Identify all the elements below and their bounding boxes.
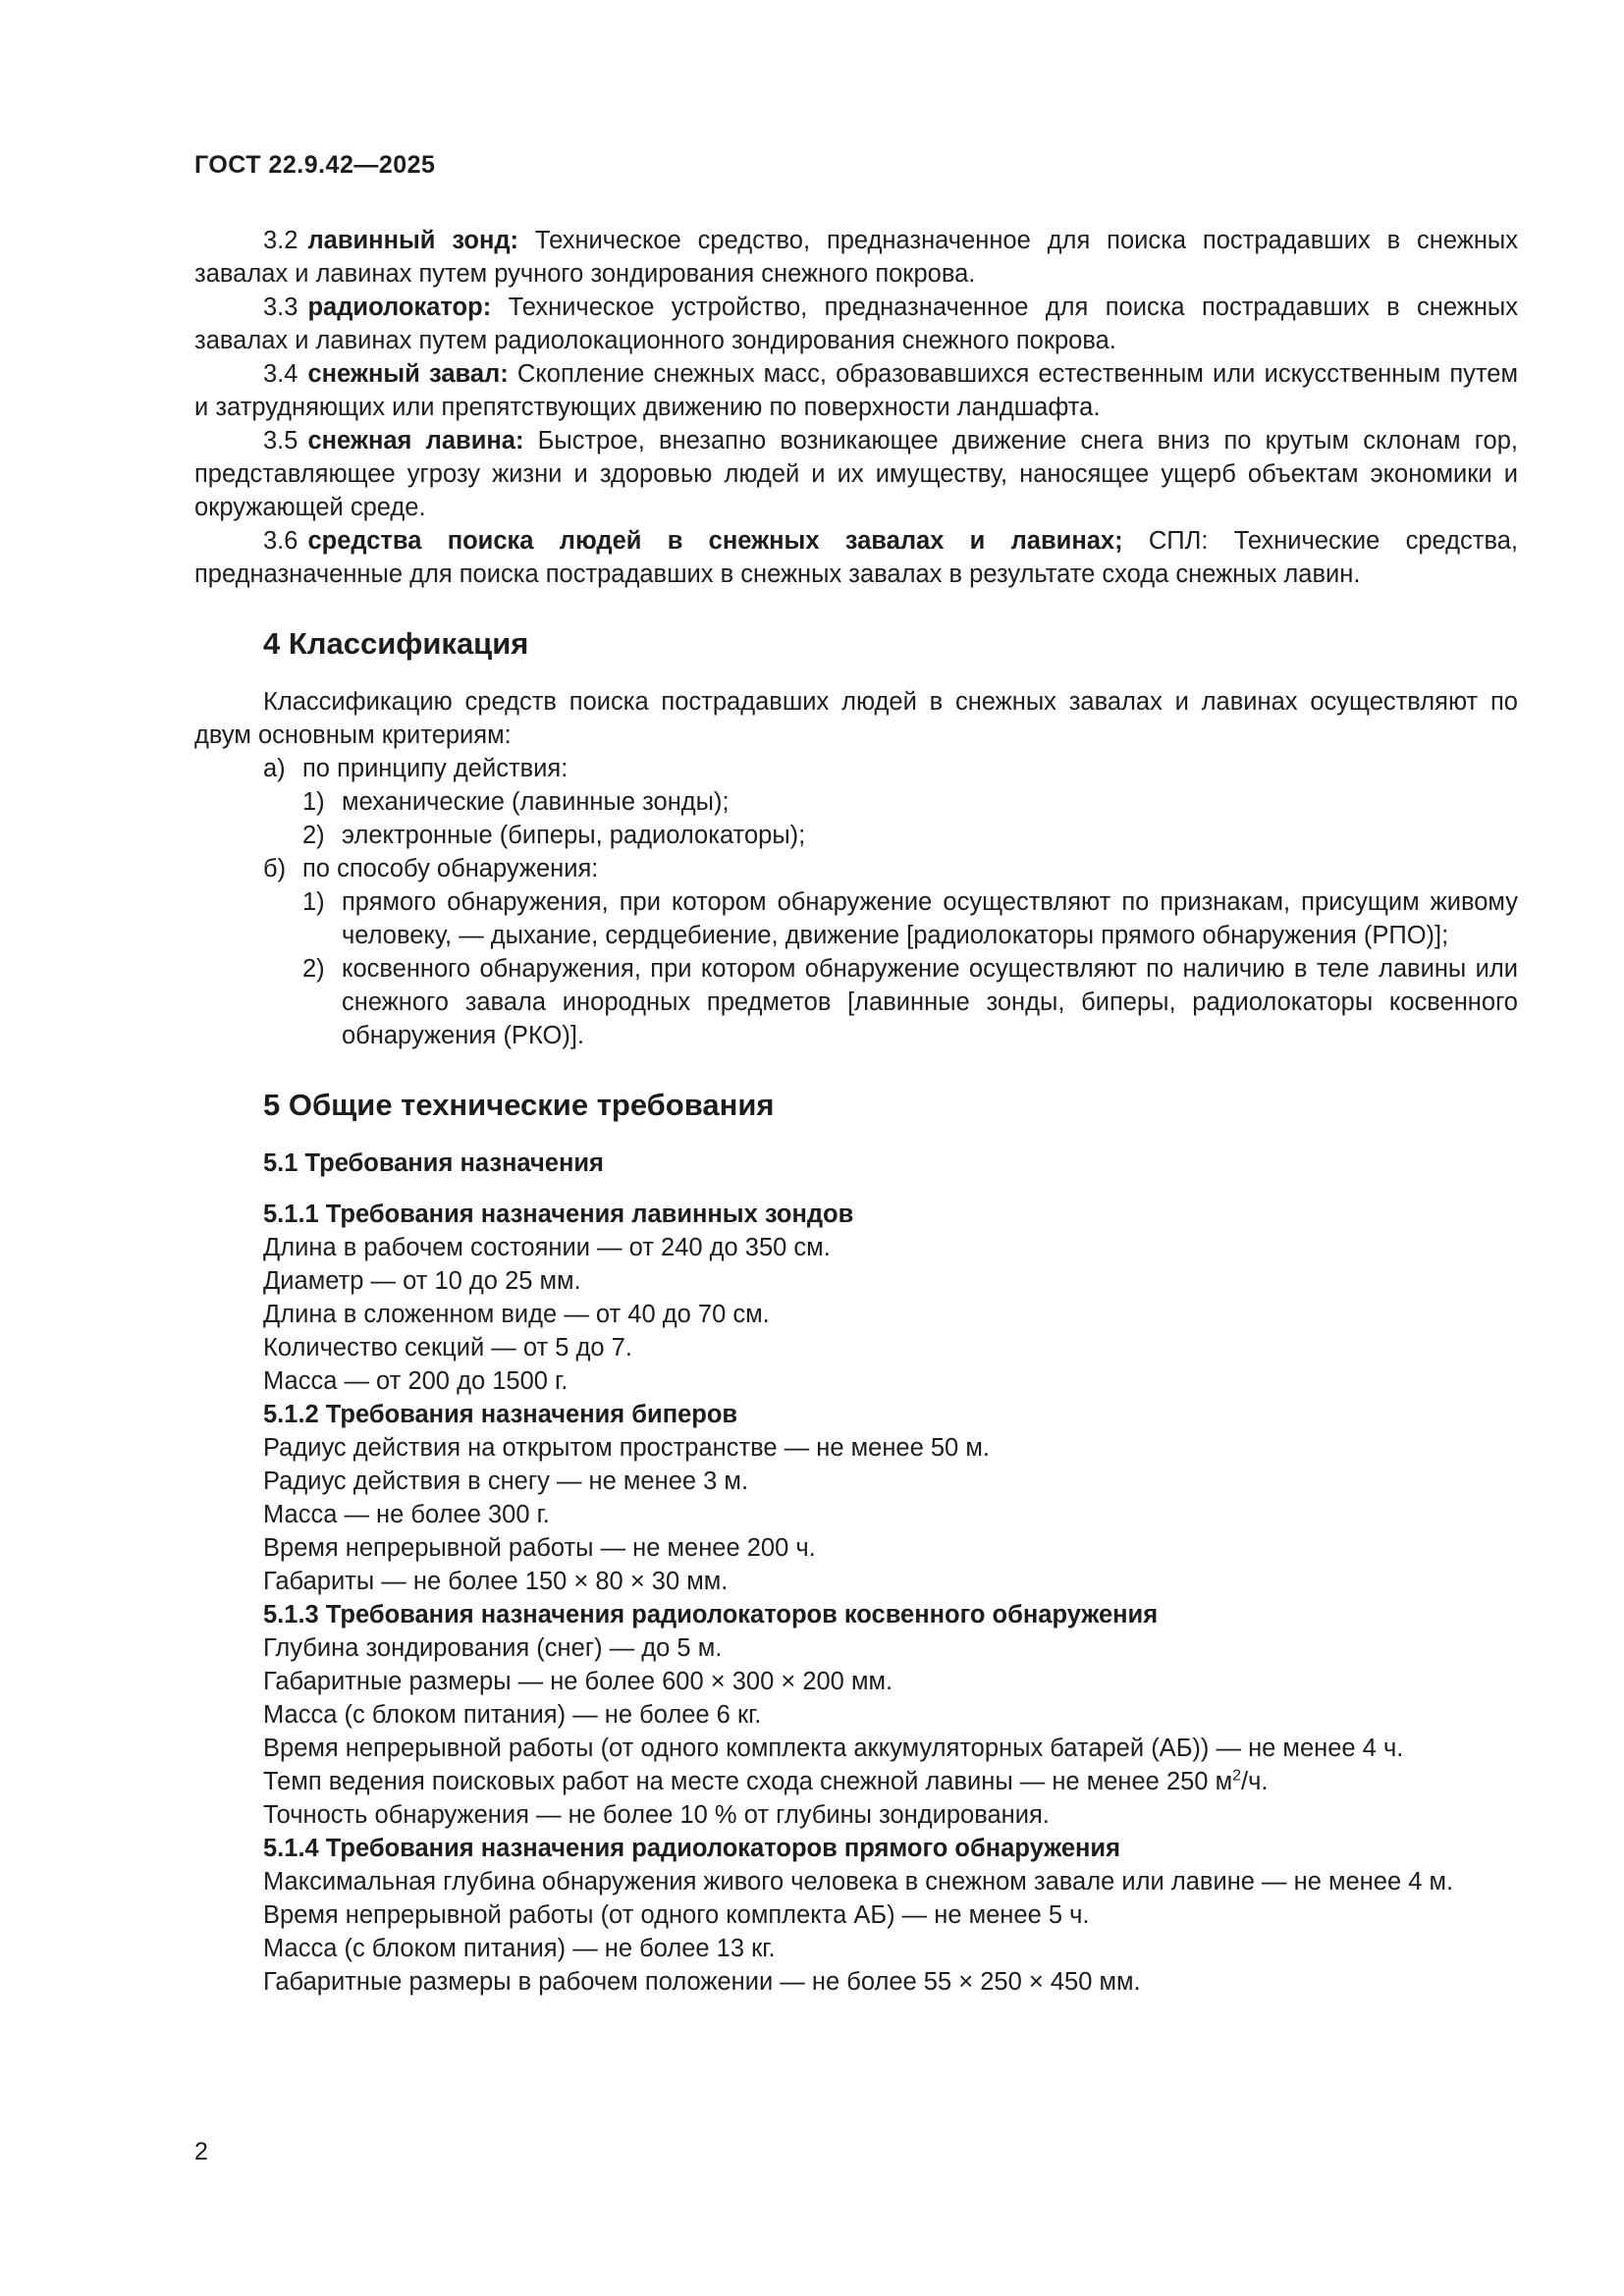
requirement-line-tempo: [263, 1765, 1518, 1798]
list-marker: б): [263, 855, 287, 882]
requirement-line: Диаметр — от 10 до 25 мм.: [263, 1267, 581, 1295]
term: средства поиска людей в снежных завалах и лавинах;: [307, 527, 1123, 555]
requirement-line: Масса — от 200 до 1500 г.: [263, 1367, 568, 1395]
section-4-title: 4 Классификация: [263, 626, 529, 661]
requirement-line: Габаритные размеры — не более 600 × 300 × 200 мм.: [263, 1668, 893, 1695]
definition-3-4: [194, 357, 1518, 424]
list-item: [194, 752, 1518, 785]
term: снежная лавина:: [307, 427, 524, 454]
superscript: 2: [1232, 1767, 1242, 1785]
tempo-text: Темп ведения поисковых работ на месте схода снежной лавины — не менее 250 м: [263, 1768, 1233, 1795]
term: снежный завал:: [307, 360, 509, 388]
list-marker: 1): [302, 788, 325, 816]
clause-number: 3.4: [263, 360, 298, 388]
definition-text: Техническое устройство, предназначенное для поиска пострадавших в снежных завалах и лавинах путем радиолокационного зондирования снежного покрова.: [194, 294, 1518, 354]
definition-text: Быстрое, внезапно возникающее движение снега вниз по крутым склонам гор, представляющее угрозу жизни и здоровью людей и их имуществу, наносящее ущерб объектам экономики и окружающей среде.: [194, 427, 1518, 521]
requirement-line: Масса (с блоком питания) — не более 13 кг.: [263, 1935, 776, 1962]
subsection-5-1-1-title: 5.1.1 Требования назначения лавинных зондов: [263, 1201, 854, 1228]
list-marker: а): [263, 755, 286, 782]
subsection-5-1-title: 5.1 Требования назначения: [263, 1149, 604, 1177]
requirement-line: Точность обнаружения — не более 10 % от глубины зондирования.: [263, 1801, 1050, 1829]
clause-number: 3.6: [263, 527, 298, 555]
requirement-line: Глубина зондирования (снег) — до 5 м.: [263, 1634, 723, 1662]
definition-3-5: [194, 424, 1518, 524]
requirement-line: Количество секций — от 5 до 7.: [263, 1334, 632, 1362]
definition-text: СПЛ: Технические средства, предназначенные для поиска пострадавших в снежных завалах в результате схода снежных лавин.: [194, 527, 1519, 588]
list-text: электронные (биперы, радиолокаторы);: [342, 822, 806, 849]
requirement-line: Масса (с блоком питания) — не более 6 кг.: [263, 1701, 762, 1729]
requirement-line: Время непрерывной работы — не менее 200 ч.: [263, 1534, 816, 1562]
page-content: [194, 224, 1518, 1999]
subsection-5-1-3-title: 5.1.3 Требования назначения радиолокаторов косвенного обнаружения: [263, 1601, 1159, 1629]
list-text: по принципу действия:: [302, 755, 568, 782]
list-item: [194, 852, 1518, 885]
requirement-line: Радиус действия на открытом пространстве — не менее 50 м.: [263, 1434, 990, 1462]
term: лавинный зонд:: [307, 227, 519, 254]
requirement-line: Время непрерывной работы (от одного комплекта аккумуляторных батарей (АБ)) — не менее 4 ч.: [263, 1735, 1404, 1762]
list-item: [194, 819, 1518, 852]
subsection-5-1-4-title: 5.1.4 Требования назначения радиолокаторов прямого обнаружения: [263, 1835, 1120, 1862]
list-text: косвенного обнаружения, при котором обнаружение осуществляют по наличию в теле лавины или снежного завала инородных предметов [лавинные зонды, биперы, радиолокаторы косвенного обнаружения (РКО)].: [342, 955, 1518, 1049]
list-item: [194, 785, 1518, 819]
requirement-line: Время непрерывной работы (от одного комплекта АБ) — не менее 5 ч.: [263, 1901, 1090, 1929]
definition-text: Техническое средство, предназначенное для поиска пострадавших в снежных завалах и лавинах путем ручного зондирования снежного покрова.: [194, 227, 1518, 288]
requirement-line: Радиус действия в снегу — не менее 3 м.: [263, 1468, 749, 1495]
list-item: [194, 952, 1518, 1052]
subsection-5-1-2-title: 5.1.2 Требования назначения биперов: [263, 1401, 738, 1428]
requirement-line: Максимальная глубина обнаружения живого человека в снежном завале или лавине — не менее 4 м.: [263, 1868, 1454, 1896]
list-text: механические (лавинные зонды);: [342, 788, 730, 816]
requirement-line: Длина в сложенном виде — от 40 до 70 см.: [263, 1301, 770, 1328]
definition-3-6: [194, 524, 1518, 591]
clause-number: 3.3: [263, 294, 298, 321]
tempo-unit: /ч.: [1241, 1768, 1269, 1795]
requirement-line: Длина в рабочем состоянии — от 240 до 350 см.: [263, 1234, 831, 1261]
clause-number: 3.2: [263, 227, 298, 254]
list-item: [194, 885, 1518, 952]
clause-number: 3.5: [263, 427, 298, 454]
term: радиолокатор:: [307, 294, 492, 321]
definition-text: Скопление снежных масс, образовавшихся естественным или искусственным путем и затрудняющих или препятствующих движению по поверхности ландшафта.: [194, 360, 1518, 421]
requirement-line: Масса — не более 300 г.: [263, 1501, 550, 1528]
classification-intro: Классификацию средств поиска пострадавших людей в снежных завалах и лавинах осуществляют по двум основным критериям:: [194, 688, 1518, 749]
list-text: по способу обнаружения:: [302, 855, 599, 882]
definition-3-2: [194, 224, 1518, 291]
definition-3-3: [194, 291, 1518, 357]
section-5-title: 5 Общие технические требования: [263, 1088, 775, 1122]
spacer: [194, 1180, 1518, 1198]
list-text: прямого обнаружения, при котором обнаружение осуществляют по признакам, присущим живому человеку, — дыхание, сердцебиение, движение [радиолокаторы прямого обнаружения (РПО)];: [342, 888, 1518, 949]
list-marker: 2): [302, 955, 325, 983]
list-marker: 2): [302, 822, 325, 849]
requirement-line: Габаритные размеры в рабочем положении — не более 55 × 250 × 450 мм.: [263, 1968, 1141, 1996]
document-header: ГОСТ 22.9.42—2025: [194, 151, 436, 179]
list-marker: 1): [302, 888, 325, 916]
page-number: 2: [194, 2138, 208, 2165]
requirement-line: Габариты — не более 150 × 80 × 30 мм.: [263, 1568, 729, 1595]
